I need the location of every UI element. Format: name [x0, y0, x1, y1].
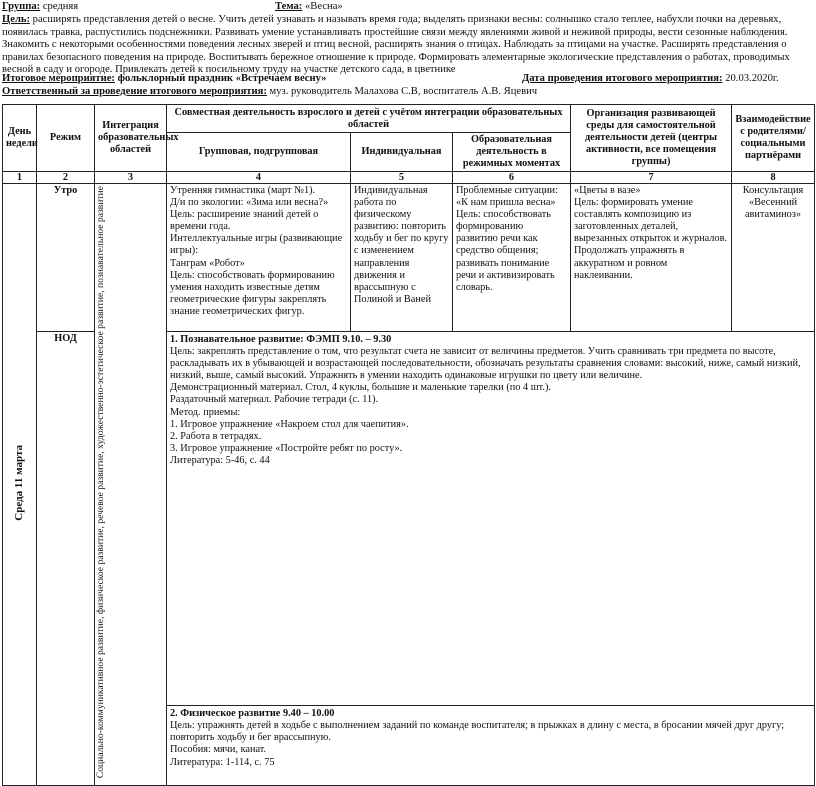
lesson-1-line: Раздаточный материал. Рабочие тетради (с. 11).: [170, 394, 379, 406]
final-event-label: Итоговое мероприятие:: [2, 73, 115, 84]
plan-table: [2, 104, 815, 786]
column-number: 7: [571, 172, 732, 184]
morning-group-line: Цель: способствовать формированию умения находить известные детям геометрические фигуры закреплять знание геометрических фигур.: [170, 269, 335, 317]
morning-group-line: Д/и по экологии: «Зима или весна?»: [170, 197, 329, 209]
lesson-1-line: 3. Игровое упражнение «Постройте ребят по росту».: [170, 442, 403, 454]
environment-text: Цель: формировать умение составлять композицию из заготовленных деталей, вырезанных открыток и журналов. Продолжать упражнять в аккуратном и ровном наклеивании.: [574, 197, 728, 281]
col-header-joint: Совместная деятельность взрослого и детей с учётом интеграции образовательных областей: [167, 105, 571, 133]
header-final-event: [2, 73, 814, 86]
responsible-value: муз. руководитель Малахова С.В, воспитатель А.В. Яцевич: [269, 86, 538, 97]
morning-individual: Индивидуальная работа по физическому развитию: повторить ходьбу и бег по кругу с изменением направления движения и врассыпную с Полиной и Ваней: [351, 184, 453, 332]
integration-value: Социально-коммуникативное развитие, физическое развитие, речевое развитие, художественно-эстетическое развитие, познавательное развитие: [95, 186, 106, 779]
final-event-value: фольклорный праздник «Встречаем весну»: [117, 73, 327, 84]
col-header-environment: Организация развивающей среды для самостоятельной деятельности детей (центры активности, все помещения группы): [571, 105, 732, 172]
morning-group-line: Утренняя гимнастика (март №1).: [170, 185, 316, 196]
lesson-1-line: Метод. приемы:: [170, 406, 241, 418]
col-header-parents: Взаимодействие с родителями/ социальными партнёрами: [732, 105, 815, 172]
header-line-group: [2, 1, 814, 14]
theme-label: Тема:: [275, 1, 303, 12]
lesson-2-line: Пособия: мячи, канат.: [170, 744, 267, 756]
lesson-1-line: Цель: закреплять представление о том, что результат счета не зависит от величины предметов. Учить сравнивать три предмета по высоте, раскладывать их в убывающей и возрастающей последовательности, обозначать результаты сравнения словами: высокий, ниже, самый низкий, низкий, выше, самый высокий. Упражнять в умении находить одинаковые игрушки по цвету или величине.: [170, 346, 801, 382]
column-number: 3: [95, 172, 167, 184]
morning-group-line: Интеллектуальные игры (развивающие игры):: [170, 233, 343, 257]
morning-group-line: Цель: расширение знаний детей о времени года.: [170, 209, 319, 233]
col-header-group: Групповая, подгрупповая: [167, 133, 351, 172]
environment-title: «Цветы в вазе»: [574, 185, 641, 196]
morning-mode: Утро: [37, 184, 95, 332]
group-label: Группа:: [2, 1, 41, 12]
lesson-1-line: 1. Игровое упражнение «Накроем стол для чаепития».: [170, 418, 409, 430]
lesson-2-title: 2. Физическое развитие 9.40 – 10.00: [170, 708, 335, 720]
lesson-1-line: Демонстрационный материал. Стол, 4 куклы, большие и маленькие тарелки (по 4 шт.).: [170, 382, 551, 394]
lesson-2-line: Литература: 1-114, с. 75: [170, 756, 275, 768]
col-header-regime: Образовательная деятельность в режимных моментах: [453, 133, 571, 172]
goal-text: расширять представления детей о весне. Учить детей узнавать и называть время года; выделять признаки весны: солнышко стало теплее, набухли почки на деревьях, появилась травка, распустились подснежники. Развивать умение устанавливать простейшие связи между явлениями живой и неживой природы, вести сезонные наблюдения. Знакомить с некоторыми особенностями поведения лесных зверей и птиц весной, расширять знания о птицах. Наблюдать за птицами на участке. Расширять представления о правилах безопасного поведения на природе. Воспитывать бережное отношение к природе. Формировать элементарные экологические представления о работах, проводимых весной в саду и огороде. Привлекать детей к посильному труду на участке детского сада, в цветнике: [2, 14, 790, 76]
column-number: 4: [167, 172, 351, 184]
lesson-1-title: 1. Познавательное развитие: ФЭМП 9.10. – 9.30: [170, 334, 392, 345]
col-header-mode: Режим: [37, 105, 95, 172]
header-goal: [2, 14, 814, 77]
morning-parents: Консультация «Весенний авитаминоз»: [732, 184, 815, 332]
nod-mode: НОД: [37, 332, 95, 786]
morning-row: [3, 184, 815, 332]
morning-group-line: Танграм «Робот»: [170, 257, 245, 269]
day-value: Среда 11 марта: [13, 444, 26, 521]
final-date-label: Дата проведения итогового мероприятия:: [522, 73, 723, 84]
responsible-label: Ответственный за проведение итогового мероприятия:: [2, 86, 267, 97]
column-number: 6: [453, 172, 571, 184]
column-number: 2: [37, 172, 95, 184]
morning-environment-cell: [571, 184, 732, 332]
integration-cell: [95, 184, 167, 786]
final-date-value: 20.03.2020г.: [725, 73, 779, 84]
column-number: 1: [3, 172, 37, 184]
column-number: 5: [351, 172, 453, 184]
header-responsible: [2, 86, 814, 99]
day-cell: [3, 184, 37, 786]
col-header-individual: Индивидуальная: [351, 133, 453, 172]
col-header-day: День недели: [3, 105, 37, 172]
lesson-2-line: Цель: упражнять детей в ходьбе с выполнением заданий по команде воспитателя; в прыжках в длину с места, в бросании мячей друг другу; повторить ходьбу и бег врассыпную.: [170, 720, 785, 744]
goal-label: Цель:: [2, 14, 31, 25]
lesson-1-line: 2. Работа в тетрадях.: [170, 430, 262, 442]
morning-regime: Проблемные ситуации: «К нам пришла весна» Цель: способствовать формированию развитию речи как средство общения; развивать понимание речи и активизировать словарь.: [453, 184, 571, 332]
group-value: средняя: [42, 1, 79, 12]
theme-value: «Весна»: [305, 1, 343, 12]
column-number: 8: [732, 172, 815, 184]
col-header-integration: Интеграция образовательных областей: [95, 105, 167, 172]
column-numbers-row: [3, 172, 815, 184]
lesson-1-line: Литература: 5-46, с. 44: [170, 454, 270, 466]
